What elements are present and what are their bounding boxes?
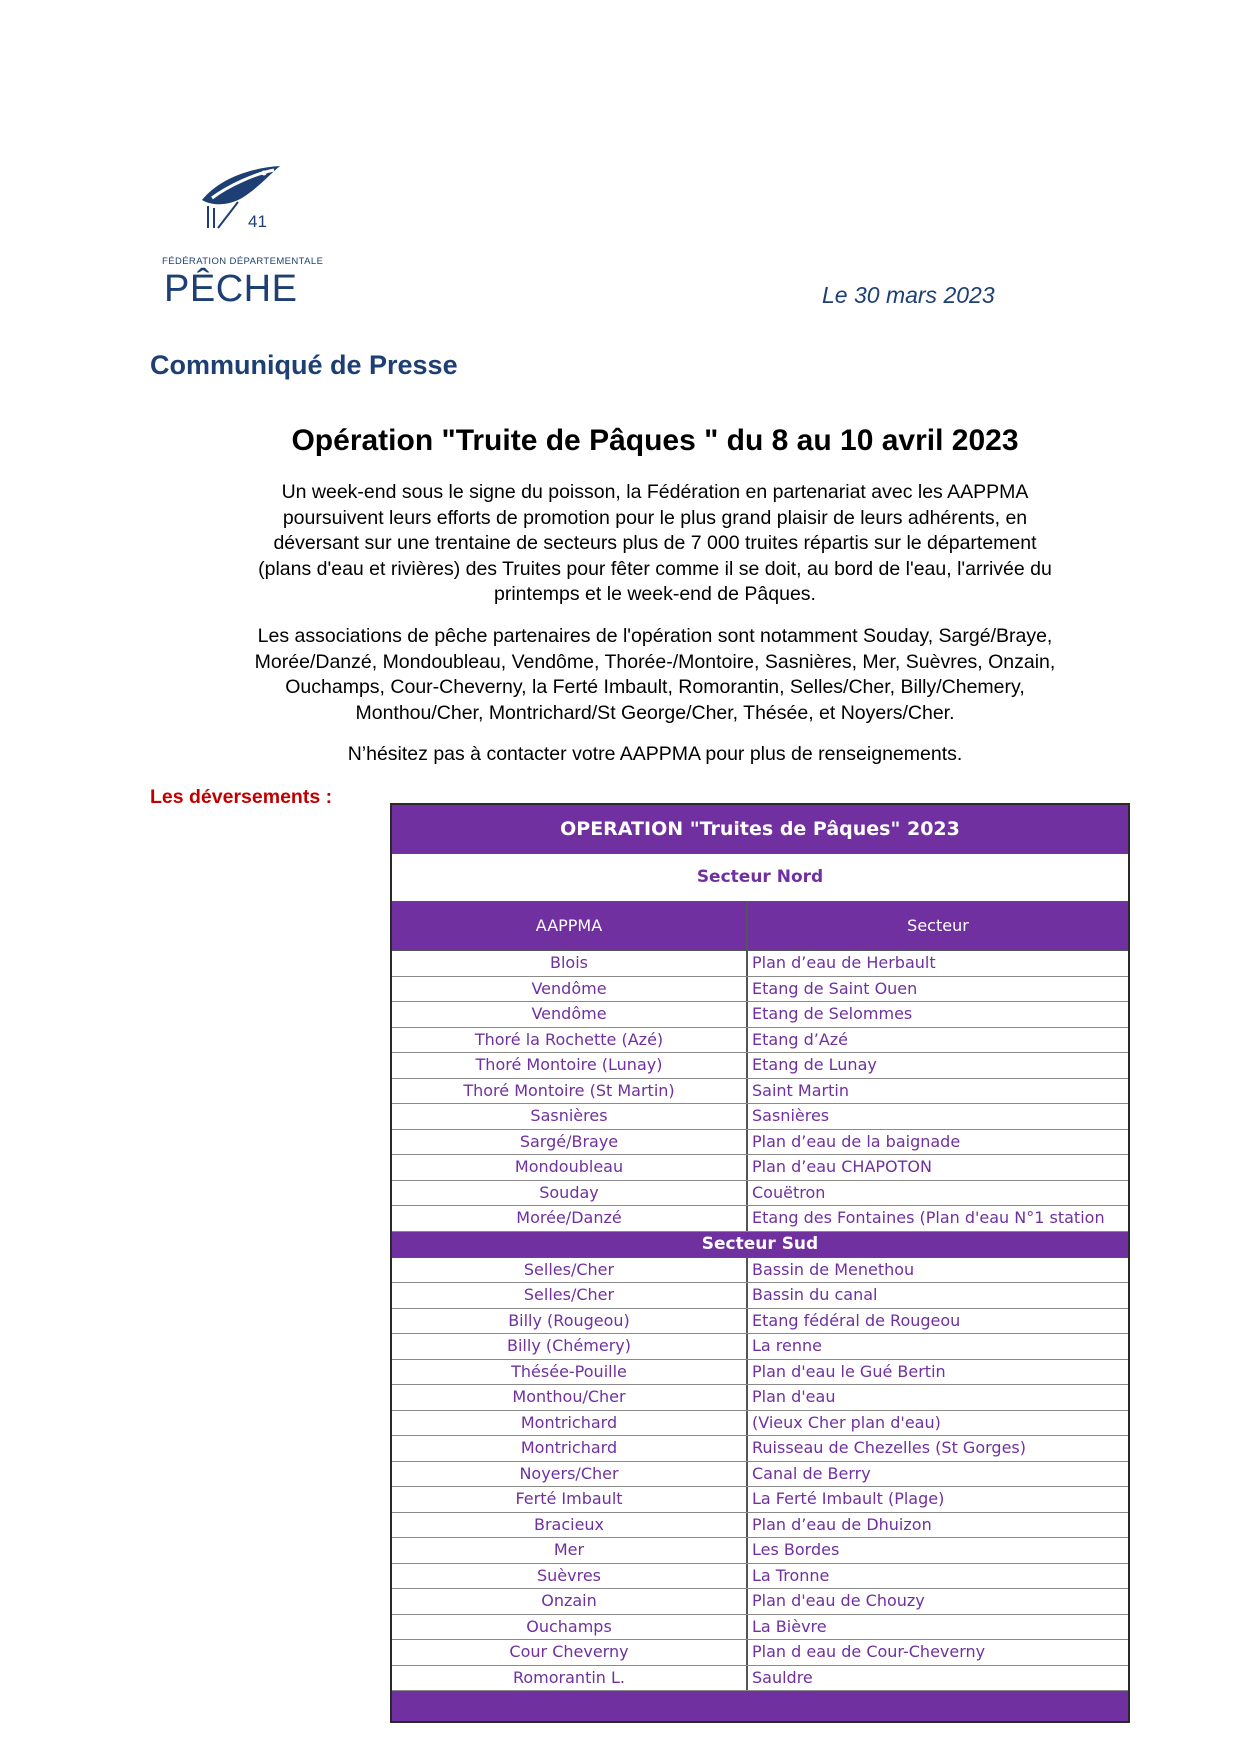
aappma-cell: Noyers/Cher: [392, 1462, 748, 1487]
aappma-cell: Montrichard: [392, 1411, 748, 1436]
table-row: [392, 1181, 1128, 1207]
secteur-cell: Etang fédéral de Rougeou: [752, 1310, 961, 1330]
text-line: poursuivent leurs efforts de promotion pour le plus grand plaisir de leurs adhérents, en: [282, 506, 1028, 529]
aappma-cell: Billy (Chémery): [392, 1334, 748, 1359]
table-row: [392, 1206, 1128, 1232]
table-row: [392, 1283, 1128, 1309]
document-date: Le 30 mars 2023: [822, 282, 995, 308]
stocking-table: [390, 803, 1130, 1723]
table-row: [392, 1053, 1128, 1079]
text-line: printemps et le week-end de Pâques.: [494, 583, 816, 605]
aappma-cell: Sargé/Braye: [392, 1130, 748, 1155]
table-row: [392, 1104, 1128, 1130]
aappma-cell: Mer: [392, 1538, 748, 1563]
secteur-cell: Plan d’eau de Herbault: [752, 953, 936, 972]
aappma-cell: Selles/Cher: [392, 1258, 748, 1283]
sud-rows: [392, 1258, 1128, 1692]
table-row: [392, 1436, 1128, 1462]
column-header-secteur: Secteur: [907, 916, 969, 935]
aappma-cell: Vendôme: [392, 1002, 748, 1027]
logo-brand: PÊCHE: [164, 268, 298, 310]
table-row: [392, 1002, 1128, 1028]
secteur-cell: Plan d’eau CHAPOTON: [752, 1157, 932, 1176]
secteur-cell: Plan d'eau: [752, 1387, 836, 1406]
logo-org: FÉDÉRATION DÉPARTEMENTALE: [162, 256, 324, 267]
secteur-cell: La renne: [752, 1336, 822, 1355]
table-row: [392, 1411, 1128, 1437]
table-row: [392, 1589, 1128, 1615]
secteur-cell: (Vieux Cher plan d'eau): [752, 1412, 941, 1432]
table-row: [392, 1360, 1128, 1386]
aappma-cell: Blois: [392, 951, 748, 976]
secteur-cell: Saint Martin: [752, 1080, 849, 1100]
sector-nord-label: Secteur Nord: [392, 854, 1128, 902]
table-row: [392, 1334, 1128, 1360]
table-header: [392, 902, 1128, 951]
secteur-cell: Etang de Lunay: [752, 1055, 877, 1074]
table-row: [392, 1615, 1128, 1641]
aappma-cell: Vendôme: [392, 977, 748, 1002]
table-row: [392, 1666, 1128, 1692]
secteur-cell: Couëtron: [752, 1182, 826, 1202]
secteur-cell: Plan d'eau le Gué Bertin: [752, 1361, 946, 1381]
secteur-cell: La Bièvre: [752, 1616, 827, 1636]
secteur-cell: Plan d'eau de Chouzy: [752, 1591, 925, 1610]
aappma-cell: Romorantin L.: [392, 1666, 748, 1691]
sector-sud-label: Secteur Sud: [392, 1232, 1128, 1258]
logo-number: 41: [248, 212, 267, 231]
document-title: Opération "Truite de Pâques " du 8 au 10 avril 2023: [291, 424, 1019, 457]
table-footer-band: [392, 1691, 1128, 1721]
table-row: [392, 1640, 1128, 1666]
table-row: [392, 1487, 1128, 1513]
aappma-cell: Ouchamps: [392, 1615, 748, 1640]
secteur-cell: Les Bordes: [752, 1540, 840, 1559]
secteur-cell: Bassin du canal: [752, 1285, 878, 1304]
secteur-cell: La Tronne: [752, 1565, 830, 1585]
secteur-cell: Etang des Fontaines (Plan d'eau N°1 station: [752, 1208, 1105, 1227]
contact-paragraph: N’hésitez pas à contacter votre AAPPMA pour plus de renseignements.: [347, 743, 963, 765]
aappma-cell: Bracieux: [392, 1513, 748, 1538]
text-line: Morée/Danzé, Mondoubleau, Vendôme, Thorée-/Montoire, Sasnières, Mer, Suèvres, Onzain,: [254, 650, 1056, 673]
secteur-cell: Plan d’eau de la baignade: [752, 1131, 961, 1151]
table-banner: OPERATION "Truites de Pâques" 2023: [392, 805, 1128, 854]
aappma-cell: Cour Cheverny: [392, 1640, 748, 1665]
aappma-cell: Thoré Montoire (Lunay): [392, 1053, 748, 1078]
table-row: [392, 1258, 1128, 1284]
associations-paragraph: [224, 624, 1086, 726]
aappma-cell: Montrichard: [392, 1436, 748, 1461]
text-line: Un week-end sous le signe du poisson, la Fédération en partenariat avec les AAPPMA: [281, 481, 1029, 503]
text-line: Les associations de pêche partenaires de l'opération sont notamment Souday, Sargé/Braye,: [257, 625, 1053, 647]
federation-logo: [160, 162, 324, 312]
table-row: [392, 1462, 1128, 1488]
table-row: [392, 1028, 1128, 1054]
intro-paragraph: [224, 480, 1086, 608]
table-row: [392, 1079, 1128, 1105]
aappma-cell: Sasnières: [392, 1104, 748, 1129]
table-row: [392, 1309, 1128, 1335]
aappma-cell: Billy (Rougeou): [392, 1309, 748, 1334]
aappma-cell: Selles/Cher: [392, 1283, 748, 1308]
nord-rows: [392, 951, 1128, 1232]
aappma-cell: Mondoubleau: [392, 1155, 748, 1180]
table-row: [392, 1513, 1128, 1539]
table-row: [392, 951, 1128, 977]
secteur-cell: Sauldre: [752, 1667, 813, 1687]
secteur-cell: Bassin de Menethou: [752, 1259, 915, 1279]
aappma-cell: Morée/Danzé: [392, 1206, 748, 1231]
aappma-cell: Ferté Imbault: [392, 1487, 748, 1512]
table-row: [392, 1155, 1128, 1181]
deversements-heading: Les déversements :: [150, 786, 333, 808]
secteur-cell: Canal de Berry: [752, 1463, 871, 1483]
secteur-cell: Plan d eau de Cour-Cheverny: [752, 1642, 986, 1661]
table-row: [392, 1564, 1128, 1590]
fish-icon: [198, 162, 284, 232]
text-line: déversant sur une trentaine de secteurs plus de 7 000 truites répartis sur le département: [273, 532, 1037, 554]
aappma-cell: Thoré la Rochette (Azé): [392, 1028, 748, 1053]
aappma-cell: Souday: [392, 1181, 748, 1206]
secteur-cell: Etang de Saint Ouen: [752, 978, 918, 998]
text-line: Monthou/Cher, Montrichard/St George/Cher, Thésée, et Noyers/Cher.: [355, 701, 955, 724]
secteur-cell: Plan d’eau de Dhuizon: [752, 1514, 932, 1534]
table-row: [392, 1130, 1128, 1156]
column-header-aappma: AAPPMA: [392, 902, 748, 950]
secteur-cell: Etang de Selommes: [752, 1004, 913, 1023]
aappma-cell: Monthou/Cher: [392, 1385, 748, 1410]
aappma-cell: Suèvres: [392, 1564, 748, 1589]
secteur-cell: La Ferté Imbault (Plage): [752, 1489, 945, 1508]
secteur-cell: Etang d’Azé: [752, 1029, 848, 1049]
table-row: [392, 977, 1128, 1003]
text-line: (plans d'eau et rivières) des Truites pour fêter comme il se doit, au bord de l'eau, l'arrivée du: [258, 557, 1052, 580]
aappma-cell: Thésée-Pouille: [392, 1360, 748, 1385]
press-heading: Communiqué de Presse: [150, 350, 458, 380]
text-line: Ouchamps, Cour-Cheverny, la Ferté Imbault, Romorantin, Selles/Cher, Billy/Chemery,: [285, 676, 1025, 698]
table-row: [392, 1385, 1128, 1411]
aappma-cell: Onzain: [392, 1589, 748, 1614]
secteur-cell: Sasnières: [752, 1106, 830, 1125]
secteur-cell: Ruisseau de Chezelles (St Gorges): [752, 1438, 1026, 1457]
table-row: [392, 1538, 1128, 1564]
aappma-cell: Thoré Montoire (St Martin): [392, 1079, 748, 1104]
